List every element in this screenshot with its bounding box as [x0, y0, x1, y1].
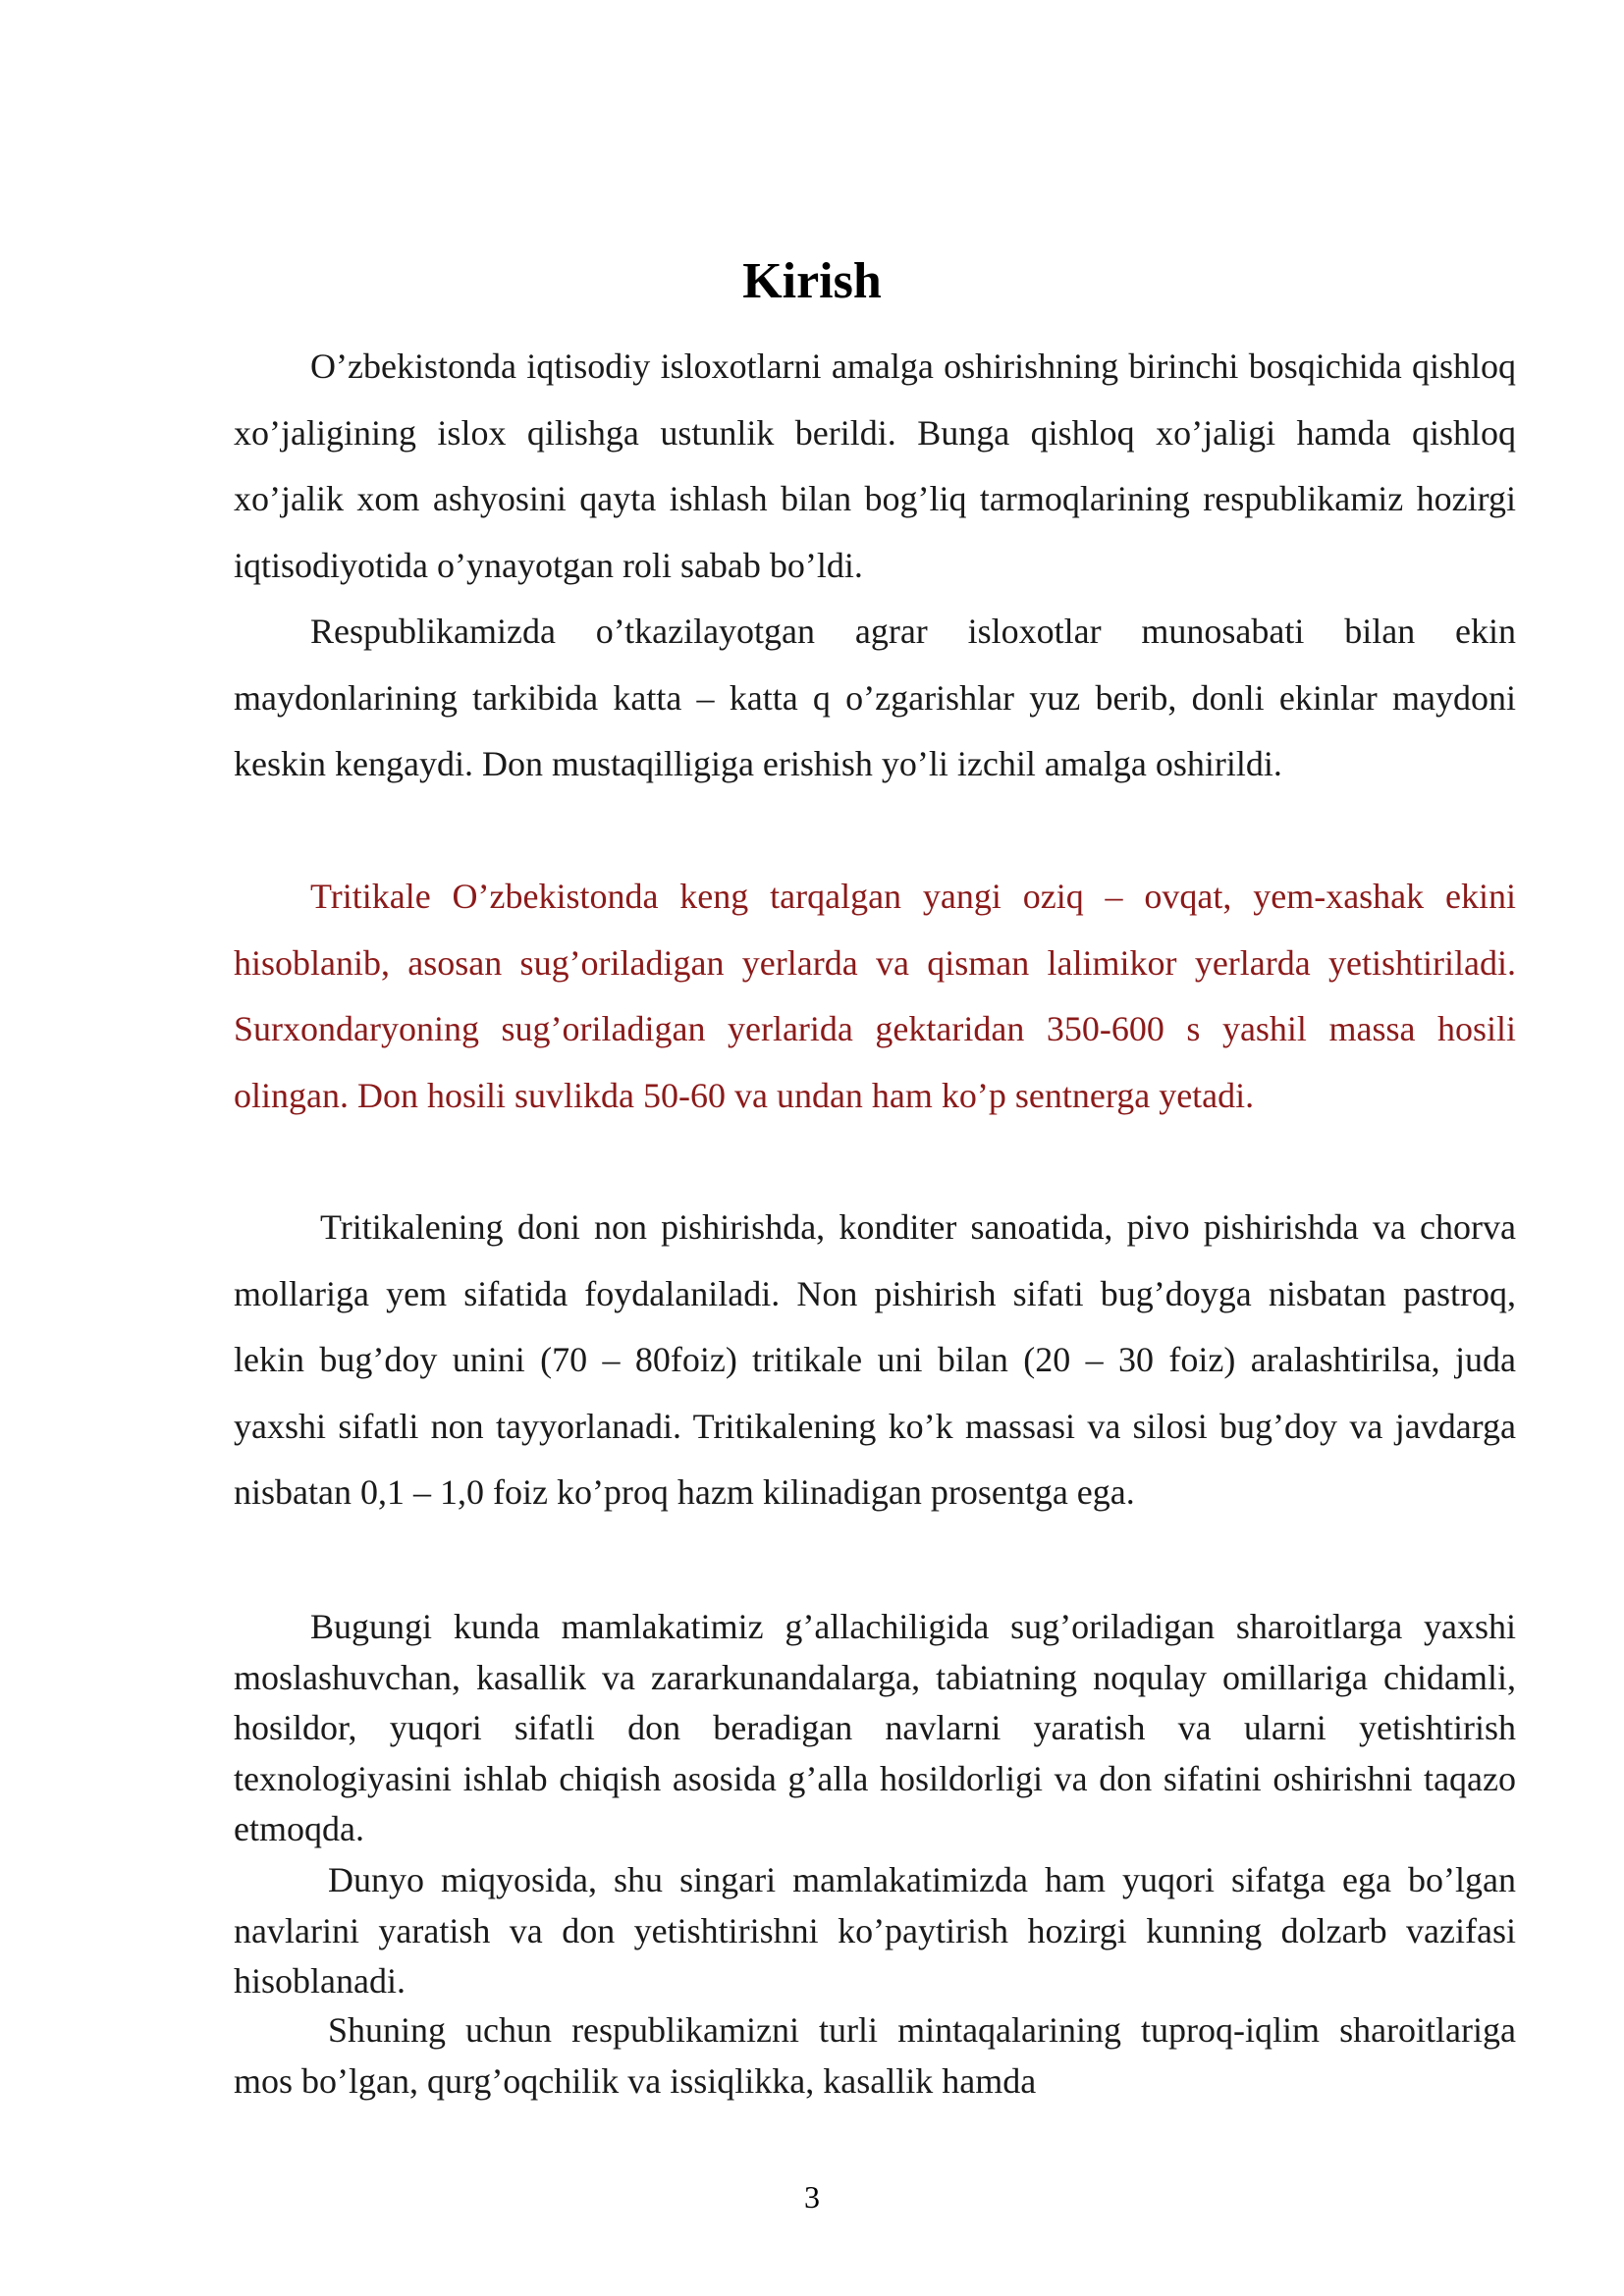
page-number: 3 [804, 2179, 820, 2215]
paragraph-3-highlighted: Tritikale O’zbekistonda keng tarqalgan yangi oziq – ovqat, yem-xashak ekini hisoblanib, asosan sug’oriladigan yerlarda va qisman lalimikor yerlarda yetishtiriladi. Surxondaryoning sug’oriladigan yerlarida gektaridan 350-600 s yashil massa hosili olingan. Don hosili suvlikda 50-60 va undan ham ko’p sentnerga yetadi. [234, 877, 1516, 1115]
paragraph-7: Shuning uchun respublikamizni turli mintaqalarining tuproq-iqlim sharoitlariga mos bo’lgan, qurg’oqchilik va issiqlikka, kasallik hamda [234, 2010, 1516, 2101]
paragraph-2: Respublikamizda o’tkazilayotgan agrar isloxotlar munosabati bilan ekin maydonlarining tarkibida katta – katta q o’zgarishlar yuz berib, donli ekinlar maydoni keskin kengaydi. Don mustaqilligiga erishish yo’li izchil amalga oshirildi. [234, 612, 1516, 783]
paragraph-4: Tritikalening doni non pishirishda, konditer sanoatida, pivo pishirishda va chorva mollariga yem sifatida foydalaniladi. Non pishirish sifati bug’doyga nisbatan pastroq, lekin bug’doy unini (70 – 80foiz) tritikale uni bilan (20 – 30 foiz) aralashtirilsa, juda yaxshi sifatli non tayyorlanadi. Tritikalening ko’k massasi va silosi bug’doy va javdarga nisbatan 0,1 – 1,0 foiz ko’proq hazm kilinadigan prosentga ega. [234, 1207, 1516, 1512]
paragraph-6: Dunyo miqyosida, shu singari mamlakatimizda ham yuqori sifatga ega bo’lgan navlarini yaratish va don yetishtirishni ko’paytirish hozirgi kunning dolzarb vazifasi hisoblanadi. [234, 1860, 1516, 2001]
page-title: Kirish [742, 253, 882, 309]
paragraph-5: Bugungi kunda mamlakatimiz g’allachiligida sug’oriladigan sharoitlarga yaxshi moslashuvchan, kasallik va zararkunandalarga, tabiatning noqulay omillariga chidamli, hosildor, yuqori sifatli don beradigan navlarni yaratish va ularni yetishtirish texnologiyasini ishlab chiqish asosida g’alla hosildorligi va don sifatini oshirishni taqazo etmoqda. [234, 1607, 1516, 1848]
paragraph-1: O’zbekistonda iqtisodiy isloxotlarni amalga oshirishning birinchi bosqichida qishloq xo’jaligining islox qilishga ustunlik berildi. Bunga qishloq xo’jaligi hamda qishloq xo’jalik xom ashyosini qayta ishlash bilan bog’liq tarmoqlarining respublikamiz hozirgi iqtisodiyotida o’ynayotgan roli sabab bo’ldi. [234, 347, 1516, 585]
